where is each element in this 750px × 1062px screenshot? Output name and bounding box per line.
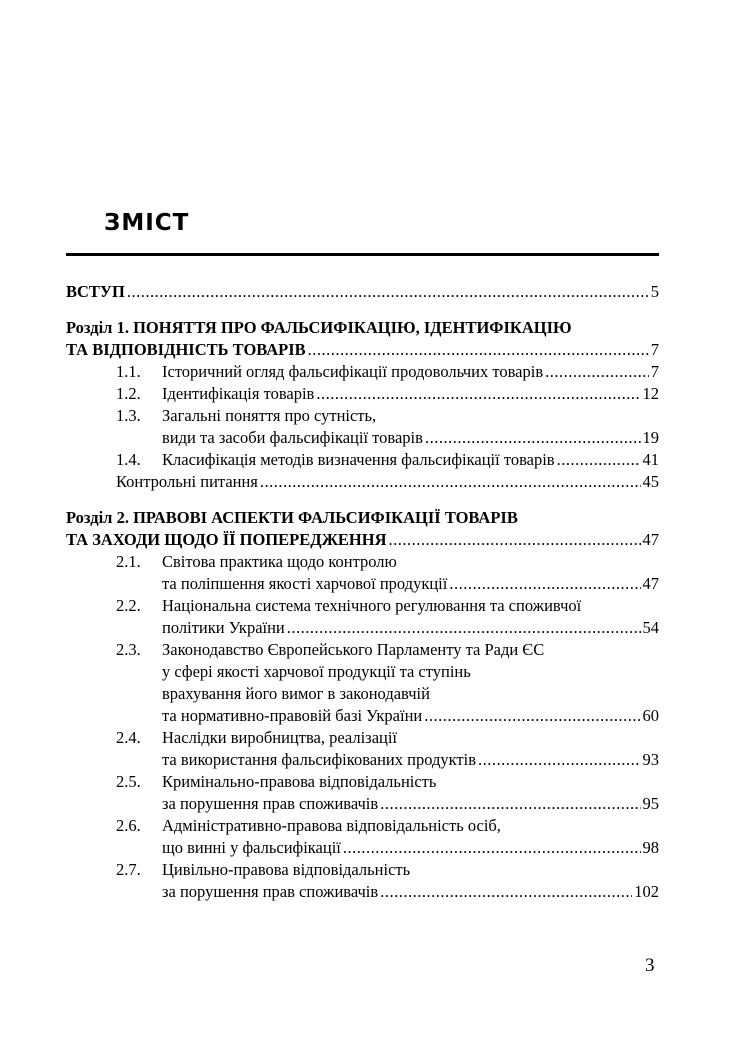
toc-entry-title: та нормативно-правовій базі України [162,706,423,725]
toc-page-number: 54 [642,618,659,637]
toc-entry-title: за порушення прав споживачів [162,794,379,813]
dot-leader [425,428,641,448]
toc-entry-title: Контрольні питання [116,472,258,491]
toc-page-number: 19 [642,428,659,447]
toc-entry-number: 2.3. [116,640,141,659]
toc-entry-title: Загальні поняття про сутність, [162,406,377,425]
toc-entry-2-3-cont[interactable] [66,706,659,728]
toc-page-number: 93 [642,750,659,769]
toc-page-number: 41 [642,450,659,469]
toc-entry-number: 1.2. [116,384,141,403]
toc-page-number: 102 [634,882,659,901]
toc-entry-2-6[interactable] [66,816,659,838]
toc-entry-number: 2.6. [116,816,141,835]
toc-section-title: Розділ 1. ПОНЯТТЯ ПРО ФАЛЬСИФІКАЦІЮ, ІДЕНТИФІКАЦІЮ [66,318,572,337]
toc-entry-title: Історичний огляд фальсифікації продовольчих товарів [162,362,544,381]
dot-leader [380,882,632,902]
toc-entry-2-3-cont[interactable] [66,684,659,706]
toc-entry-1-4[interactable] [66,450,659,472]
dot-leader [557,450,641,470]
dot-leader [308,340,649,360]
dot-leader [545,362,649,382]
toc-entry-title: у сфері якості харчової продукції та ступінь [162,662,471,681]
toc-page-number: 98 [642,838,659,857]
toc-entry-2-1[interactable] [66,552,659,574]
dot-leader [380,794,640,814]
toc-entry-number: 1.4. [116,450,141,469]
toc-entry-title: Законодавство Європейського Парламенту та Ради ЄС [162,640,545,659]
toc-page-number: 47 [642,530,659,549]
toc-entry-intro[interactable] [66,282,659,304]
toc-entry-1-3-cont[interactable] [66,428,659,450]
toc-entry-2-5[interactable] [66,772,659,794]
toc-page-number: 7 [650,340,659,359]
toc-entry-2-1-cont[interactable] [66,574,659,596]
toc-entry-number: 2.5. [116,772,141,791]
toc-entry-2-6-cont[interactable] [66,838,659,860]
toc-page-number: 45 [642,472,659,491]
toc-entry-questions[interactable] [66,472,659,494]
toc-section-title: Розділ 2. ПРАВОВІ АСПЕКТИ ФАЛЬСИФІКАЦІЇ ТОВАРІВ [66,508,518,527]
toc-entry-title: види та засоби фальсифікації товарів [162,428,423,447]
toc-entry-number: 2.1. [116,552,141,571]
dot-leader [449,574,640,594]
toc-entry-2-3-cont[interactable] [66,662,659,684]
toc-entry-number: 2.7. [116,860,141,879]
toc-entry-title: Світова практика щодо контролю [162,552,397,571]
toc-entry-title: Класифікація методів визначення фальсифікації товарів [162,450,555,469]
toc-entry-title: Цивільно-правова відповідальність [162,860,411,879]
toc-entry-2-2-cont[interactable] [66,618,659,640]
toc-section-2-heading[interactable] [66,508,659,530]
toc-entry-title: Кримінально-правова відповідальність [162,772,437,791]
dot-leader [127,282,649,302]
toc-section-2-heading-cont[interactable] [66,530,659,552]
toc-entry-title: Адміністративно-правова відповідальність осіб, [162,816,501,835]
toc-entry-number: 2.4. [116,728,141,747]
toc-page-number: 60 [642,706,659,725]
table-of-contents [66,282,659,904]
toc-page-number: 7 [650,362,659,381]
toc-entry-title: Ідентифікація товарів [162,384,315,403]
toc-section-title: ТА ЗАХОДИ ЩОДО ЇЇ ПОПЕРЕДЖЕННЯ [66,530,387,549]
toc-entry-1-2[interactable] [66,384,659,406]
toc-entry-title: політики України [162,618,285,637]
toc-entry-2-2[interactable] [66,596,659,618]
toc-page-number: 5 [650,282,659,301]
dot-leader [287,618,641,638]
toc-entry-2-3[interactable] [66,640,659,662]
toc-entry-title: ВСТУП [66,282,125,301]
toc-page-number: 12 [642,384,659,403]
toc-entry-title: що винні у фальсифікації [162,838,341,857]
dot-leader [478,750,640,770]
toc-entry-title: та поліпшення якості харчової продукції [162,574,448,593]
toc-entry-2-4-cont[interactable] [66,750,659,772]
page-title: ЗМІСТ [104,210,190,236]
toc-section-1-heading[interactable] [66,318,659,340]
title-rule [66,253,659,256]
dot-leader [343,838,641,858]
toc-entry-number: 1.1. [116,362,141,381]
toc-entry-2-4[interactable] [66,728,659,750]
toc-entry-2-7-cont[interactable] [66,882,659,904]
page-number: 3 [645,955,655,976]
toc-section-1-heading-cont[interactable] [66,340,659,362]
toc-entry-title: врахування його вимог в законодавчій [162,684,430,703]
dot-leader [424,706,640,726]
toc-entry-number: 2.2. [116,596,141,615]
dot-leader [316,384,640,404]
toc-entry-title: Наслідки виробництва, реалізації [162,728,398,747]
toc-entry-title: Національна система технічного регулювання та споживчої [162,596,582,615]
dot-leader [260,472,641,492]
toc-entry-title: та використання фальсифікованих продуктів [162,750,477,769]
toc-entry-2-5-cont[interactable] [66,794,659,816]
toc-page-number: 95 [642,794,659,813]
toc-entry-title: за порушення прав споживачів [162,882,379,901]
dot-leader [389,530,641,550]
toc-section-title: ТА ВІДПОВІДНІСТЬ ТОВАРІВ [66,340,306,359]
toc-entry-number: 1.3. [116,406,141,425]
toc-entry-1-3[interactable] [66,406,659,428]
toc-page-number: 47 [642,574,659,593]
toc-entry-2-7[interactable] [66,860,659,882]
toc-entry-1-1[interactable] [66,362,659,384]
